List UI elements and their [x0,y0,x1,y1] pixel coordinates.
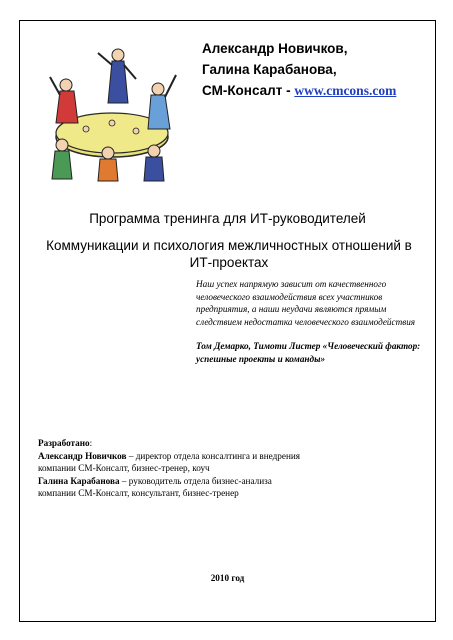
developed-label-line [38,437,308,450]
people-around-table-illustration [38,45,184,183]
year-label: 2010 год [210,573,245,583]
developed-label: Разработано [38,438,90,448]
company-name: СМ-Консалт - [202,83,295,98]
epigraph [196,278,428,365]
developer-2 [38,475,308,500]
epigraph-text: Наш успех напрямую зависит от качественного человеческого взаимодействия всех участников предприятия, а наши неудачи являются прямым следствием недостатка человеческого взаимодействия [196,279,416,327]
developer-2-role: – руководитель отдела бизнес-анализа компании СМ-Консалт, консультант, бизнес-тренер [38,475,272,498]
developer-1-name: Александр Новичков [38,450,127,461]
epigraph-source: Том Демарко, Тимоти Листер «Человеческий фактор: успешные проекты и команды» [196,341,421,364]
program-title: Программа тренинга для ИТ-руководителей [89,211,366,226]
people-around-table-drawing [38,45,184,183]
document-page [19,20,436,622]
company-line [202,80,432,101]
author-line-1: Александр Новичков, [202,41,348,56]
developer-1-role: – директор отдела консалтинга и внедрения компании СМ-Консалт, бизнес-тренер, коуч [38,450,301,473]
website-link[interactable]: www.cmcons.com [294,83,397,98]
author-line-2: Галина Карабанова, [202,62,337,77]
developer-2-name: Галина Карабанова [38,475,120,486]
developed-colon: : [89,438,93,448]
developed-by-block [38,437,308,500]
topic-title: Коммуникации и психология межличностных отношений в ИТ-проектах [46,238,412,270]
developer-1 [38,450,308,475]
authors-block [202,38,432,101]
